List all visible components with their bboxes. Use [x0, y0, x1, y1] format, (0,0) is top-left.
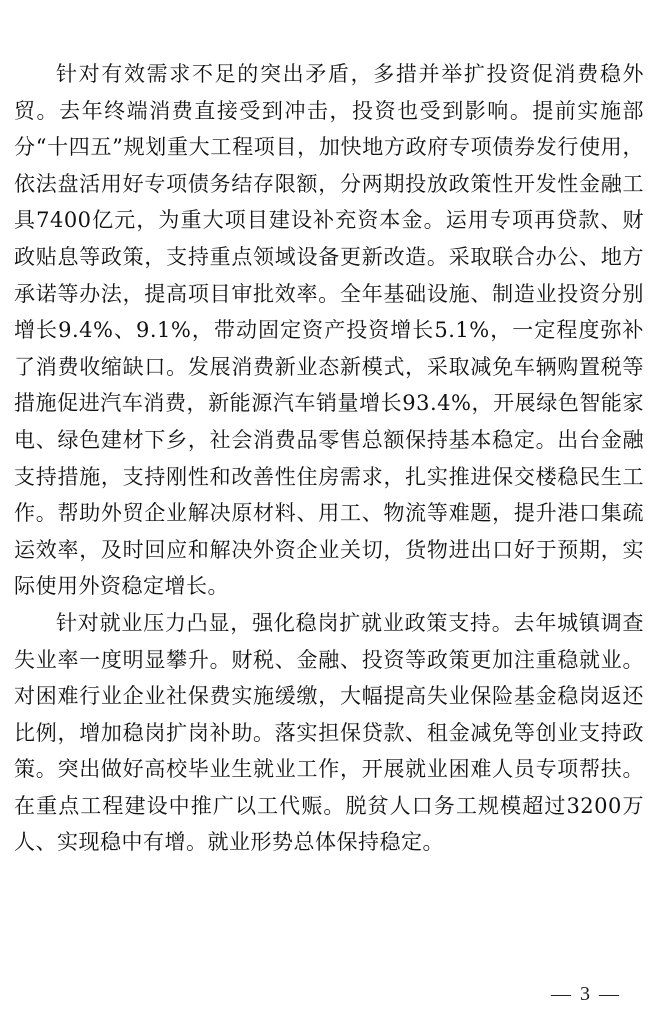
paragraph-employment: 针对就业压力凸显，强化稳岗扩就业政策支持。去年城镇调查失业率一度明显攀升。财税、金融、投资等政策更加注重稳就业。对困难行业企业社保费实施缓缴，大幅提高失业保险基金稳岗返还比例，增加稳岗扩岗补助。落实担保贷款、租金减免等创业支持政策。突出做好高校毕业生就业工作，开展就业困难人员专项帮扶。在重点工程建设中推广以工代赈。脱贫人口务工规模超过3200万人、实现稳中有增。就业形势总体保持稳定。 — [14, 610, 644, 855]
page-number: — 3 — — [551, 983, 621, 1005]
body-text — [14, 56, 644, 861]
paragraph-investment-consumption: 针对有效需求不足的突出矛盾，多措并举扩投资促消费稳外贸。去年终端消费直接受到冲击，投资也受到影响。提前实施部分“十四五”规划重大工程项目，加快地方政府专项债券发行使用，依法盘活用好专项债务结存限额，分两期投放政策性开发性金融工具7400亿元，为重大项目建设补充资本金。运用专项再贷款、财政贴息等政策，支持重点领域设备更新改造。采取联合办公、地方承诺等办法，提高项目审批效率。全年基础设施、制造业投资分别增长9.4%、9.1%，带动固定资产投资增长5.1%，一定程度弥补了消费收缩缺口。发展消费新业态新模式，采取减免车辆购置税等措施促进汽车消费，新能源汽车销量增长93.4%，开展绿色智能家电、绿色建材下乡，社会消费品零售总额保持基本稳定。出台金融支持措施，支持刚性和改善性住房需求，扎实推进保交楼稳民生工作。帮助外贸企业解决原材料、用工、物流等难题，提升港口集疏运效率，及时回应和解决外资企业关切，货物进出口好于预期，实际使用外资稳定增长。 — [14, 62, 644, 599]
